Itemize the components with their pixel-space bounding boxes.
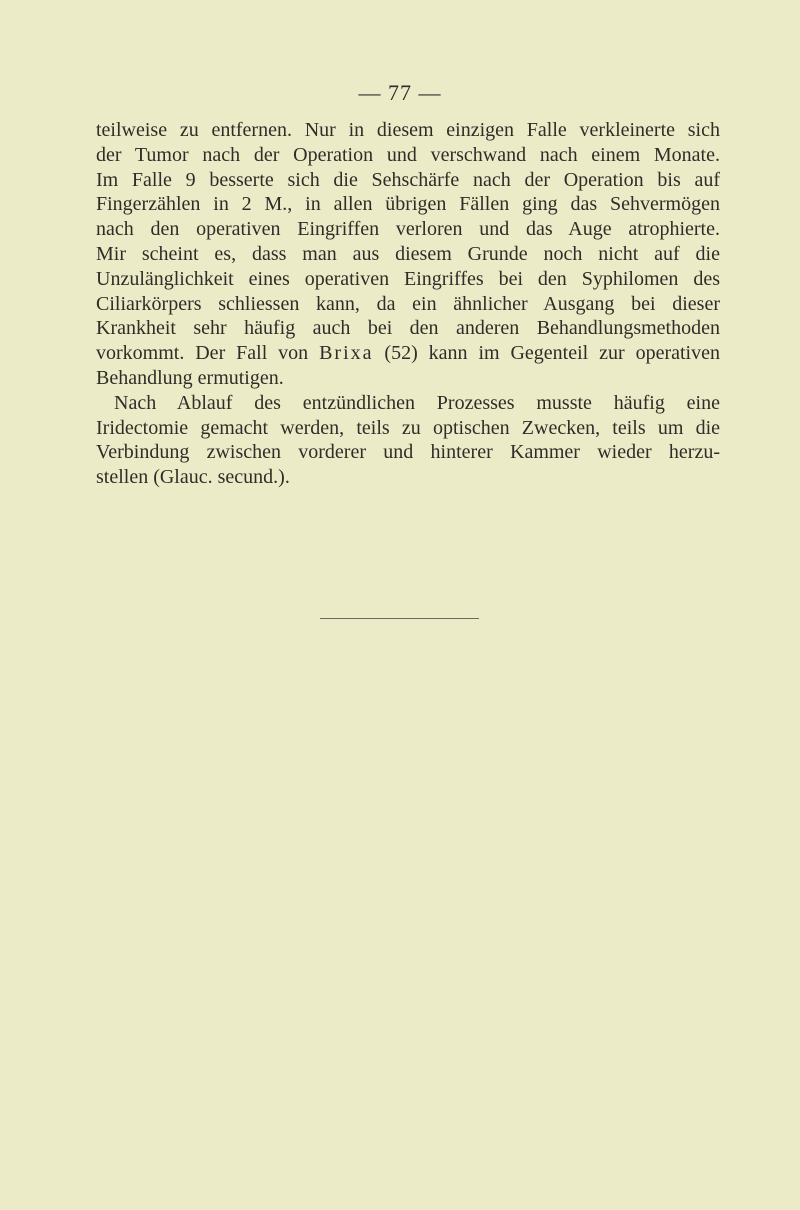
text-line: Ciliarkörpers schliessen kann, da ein ähnlicher Ausgang bei dieser [96, 292, 720, 315]
text-line: Nach Ablauf des entzündlichen Prozesses musste häufig eine [114, 391, 720, 414]
body-text [96, 118, 720, 490]
text-line: stellen (Glauc. secund.). [96, 466, 290, 489]
paragraph [96, 118, 720, 391]
text-line: teilweise zu entfernen. Nur in diesem einzigen Falle verkleinerte sich [96, 119, 720, 141]
text-line: der Tumor nach der Operation und verschwand nach einem Monate. [96, 143, 720, 166]
text-line: Iridectomie gemacht werden, teils zu optischen Zwecken, teils um die [96, 416, 720, 439]
text-line: Unzulänglichkeit eines operativen Eingriffes bei den Syphilomen des [96, 267, 720, 290]
text-segment: vorkommt. Der Fall von [96, 342, 320, 365]
text-line: nach den operativen Eingriffen verloren und das Auge atrophierte. [96, 218, 720, 241]
text-segment: (52) kann im Gegenteil zur operativen [373, 342, 720, 365]
text-line: Fingerzählen in 2 M., in allen übrigen Fällen ging das Sehvermögen [96, 193, 720, 216]
text-line: Krankheit sehr häufig auch bei den anderen Behandlungsmethoden [96, 317, 720, 340]
text-line: Behandlung ermutigen. [96, 366, 284, 389]
cited-author: Brixa [319, 342, 374, 365]
paragraph [96, 391, 720, 490]
text-line: Verbindung zwischen vorderer und hinterer Kammer wieder herzu- [96, 441, 720, 464]
text-line [96, 341, 720, 366]
text-line: Im Falle 9 besserte sich die Sehschärfe nach der Operation bis auf [96, 168, 720, 191]
page-number: — 77 — [358, 80, 442, 105]
section-divider [320, 618, 479, 619]
text-line: Mir scheint es, dass man aus diesem Grunde noch nicht auf die [96, 242, 720, 265]
